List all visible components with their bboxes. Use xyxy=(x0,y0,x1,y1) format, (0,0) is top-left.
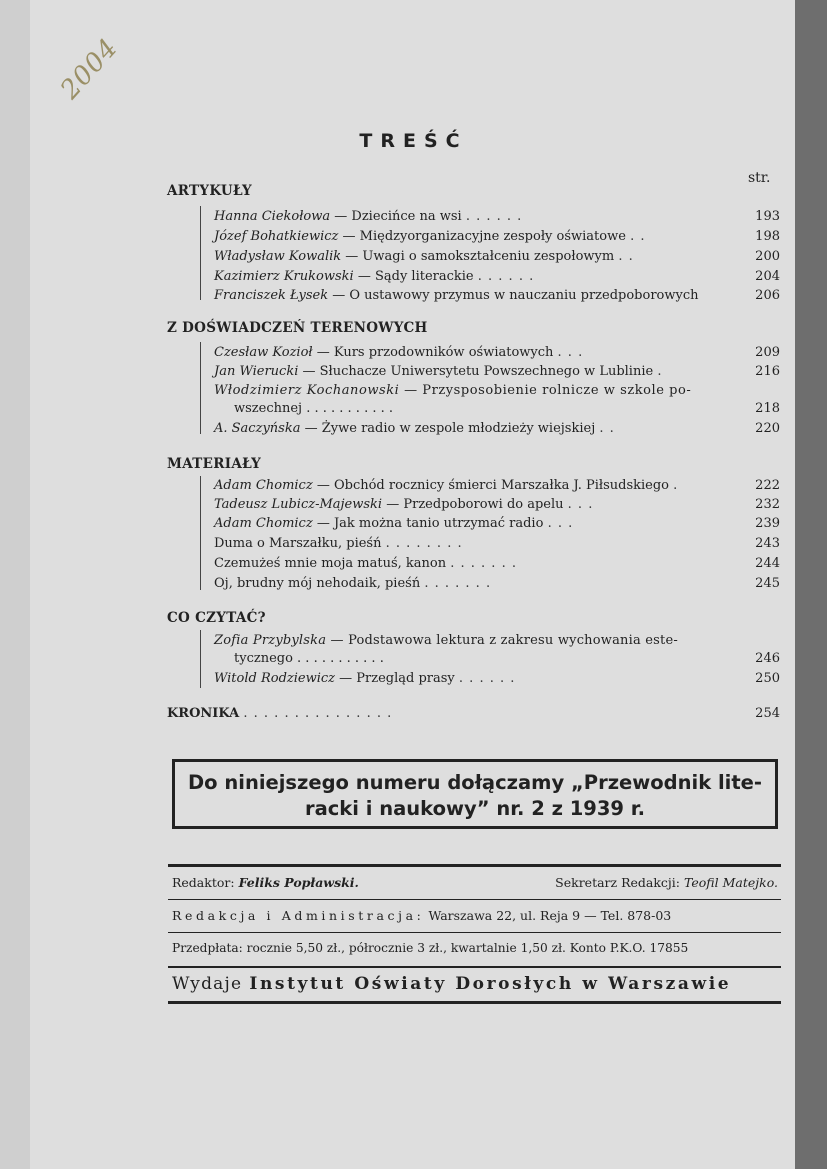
notice-line: racki i naukowy” nr. 2 z 1939 r. xyxy=(304,797,646,820)
toc-entry: Adam Chomicz — Jak można tanio utrzymać radio . . . 239 xyxy=(214,516,780,531)
toc-entry: Włodzimierz Kochanowski — Przysposobienie rolnicze w szkole po- xyxy=(214,383,692,398)
notice-line: Do niniejszego numeru dołączamy „Przewodnik lite- xyxy=(188,771,762,794)
divider xyxy=(168,864,781,867)
scan-right-edge xyxy=(795,0,827,1169)
toc-entry-continuation: tycznego . . . . . . . . . . . 246 xyxy=(234,651,780,666)
supplement-notice xyxy=(172,759,778,829)
subscription-info: Przedpłata: rocznie 5,50 zł., półrocznie 3 zł., kwartalnie 1,50 zł. Konto P.K.O. 17855 xyxy=(172,941,689,955)
toc-entry: Czesław Kozioł — Kurs przodowników oświatowych . . . 209 xyxy=(214,345,780,360)
toc-entry-chronicle: KRONIKA . . . . . . . . . . . . . . . 254 xyxy=(167,706,780,721)
toc-entry-continuation: wszechnej . . . . . . . . . . . 218 xyxy=(234,401,780,416)
section-bracket xyxy=(200,206,201,300)
divider xyxy=(168,966,781,968)
divider xyxy=(168,899,781,900)
toc-entry: Hanna Ciekołowa — Dziecińce na wsi . . . . . . 193 xyxy=(214,209,780,224)
toc-entry: Oj, brudny mój nehodaik, pieśń . . . . . . . 245 xyxy=(214,576,780,591)
toc-entry: Duma o Marszałku, pieśń . . . . . . . . 243 xyxy=(214,536,780,551)
toc-entry: Tadeusz Lubicz-Majewski — Przedpoborowi do apelu . . . 232 xyxy=(214,497,780,512)
toc-entry: Józef Bohatkiewicz — Międzyorganizacyjne zespoły oświatowe . . 198 xyxy=(214,229,780,244)
toc-entry: Jan Wierucki — Słuchacze Uniwersytetu Powszechnego w Lublinie . 216 xyxy=(214,364,780,379)
section-heading: MATERIAŁY xyxy=(167,456,262,472)
editorial-staff: Redaktor: Feliks Popławski. Sekretarz Redakcji: Teofil Matejko. xyxy=(172,875,778,890)
section-bracket xyxy=(200,630,201,688)
section-heading: ARTYKUŁY xyxy=(167,183,252,199)
publisher-line: Wydaje Instytut Oświaty Dorosłych w Warszawie xyxy=(172,974,732,994)
page-title: TREŚĆ xyxy=(359,130,468,152)
section-heading: CO CZYTAĆ? xyxy=(167,610,266,626)
toc-entry: Czemużeś mnie moja matuś, kanon . . . . . . . 244 xyxy=(214,556,780,571)
section-bracket xyxy=(200,342,201,434)
handwritten-note: 2004 xyxy=(55,32,125,106)
section-heading: Z DOŚWIADCZEŃ TERENOWYCH xyxy=(167,320,428,336)
toc-entry: Adam Chomicz — Obchód rocznicy śmierci Marszałka J. Piłsudskiego . 222 xyxy=(214,478,780,493)
scan-left-margin xyxy=(0,0,30,1169)
divider xyxy=(168,1001,781,1004)
office-address: Redakcja i Administracja: Warszawa 22, ul. Reja 9 — Tel. 878-03 xyxy=(172,908,672,923)
toc-entry: Zofia Przybylska — Podstawowa lektura z zakresu wychowania este- xyxy=(214,633,678,648)
page-column-label: str. xyxy=(748,170,771,186)
toc-entry: Władysław Kowalik — Uwagi o samokształceniu zespołowym . . 200 xyxy=(214,249,780,264)
toc-entry: Franciszek Łysek — O ustawowy przymus w nauczaniu przedpoborowych 206 xyxy=(214,288,780,303)
toc-entry: A. Saczyńska — Żywe radio w zespole młodzieży wiejskiej . . 220 xyxy=(214,421,780,436)
toc-entry: Kazimierz Krukowski — Sądy literackie . . . . . . 204 xyxy=(214,269,780,284)
section-bracket xyxy=(200,476,201,590)
toc-entry: Witold Rodziewicz — Przegląd prasy . . . . . . 250 xyxy=(214,671,780,686)
divider xyxy=(168,932,781,933)
